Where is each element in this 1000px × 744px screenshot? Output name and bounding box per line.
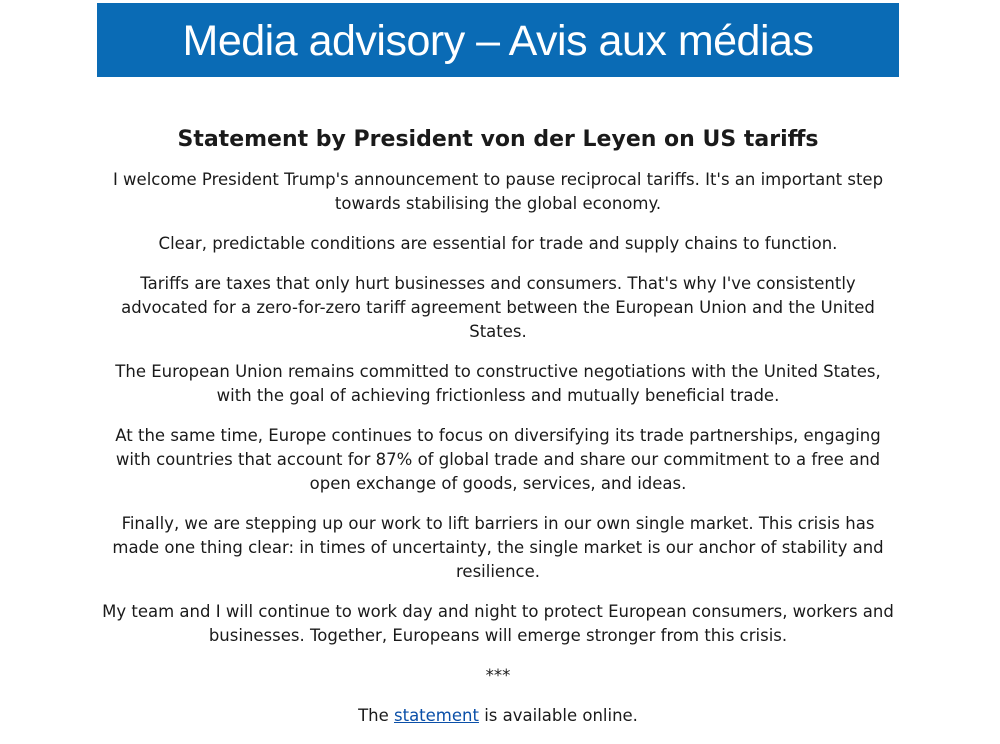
paragraph: I welcome President Trump's announcement to pause reciprocal tariffs. It's an important step towards stabilising the global economy. (112, 170, 884, 213)
separator: *** (485, 666, 511, 685)
banner-title: Media advisory – Avis aux médias (182, 16, 814, 65)
footer-suffix: is available online. (478, 706, 638, 725)
paragraph: Tariffs are taxes that only hurt businesses and consumers. That's why I've consistently advocated for a zero-for-zero tariff agreement between the European Union and the United States. (121, 274, 875, 341)
paragraph: My team and I will continue to work day and night to protect European consumers, workers and businesses. Together, Europeans will emerge stronger from this crisis. (102, 602, 894, 645)
statement-body (100, 124, 896, 744)
statement-title: Statement by President von der Leyen on US tariffs (177, 127, 819, 152)
media-advisory-banner (97, 3, 899, 77)
paragraph: The European Union remains committed to constructive negotiations with the United States, with the goal of achieving frictionless and mutually beneficial trade. (115, 362, 881, 405)
paragraph: Finally, we are stepping up our work to lift barriers in our own single market. This crisis has made one thing clear: in times of uncertainty, the single market is our anchor of stability and resilience. (112, 514, 884, 581)
statement-link[interactable]: statement (394, 706, 479, 725)
footer-prefix: The (358, 706, 394, 725)
footer-line (100, 704, 896, 728)
paragraph: Clear, predictable conditions are essential for trade and supply chains to function. (158, 234, 838, 253)
paragraph: At the same time, Europe continues to focus on diversifying its trade partnerships, engaging with countries that account for 87% of global trade and share our commitment to a free and open exchange of goods, services, and ideas. (115, 426, 881, 493)
